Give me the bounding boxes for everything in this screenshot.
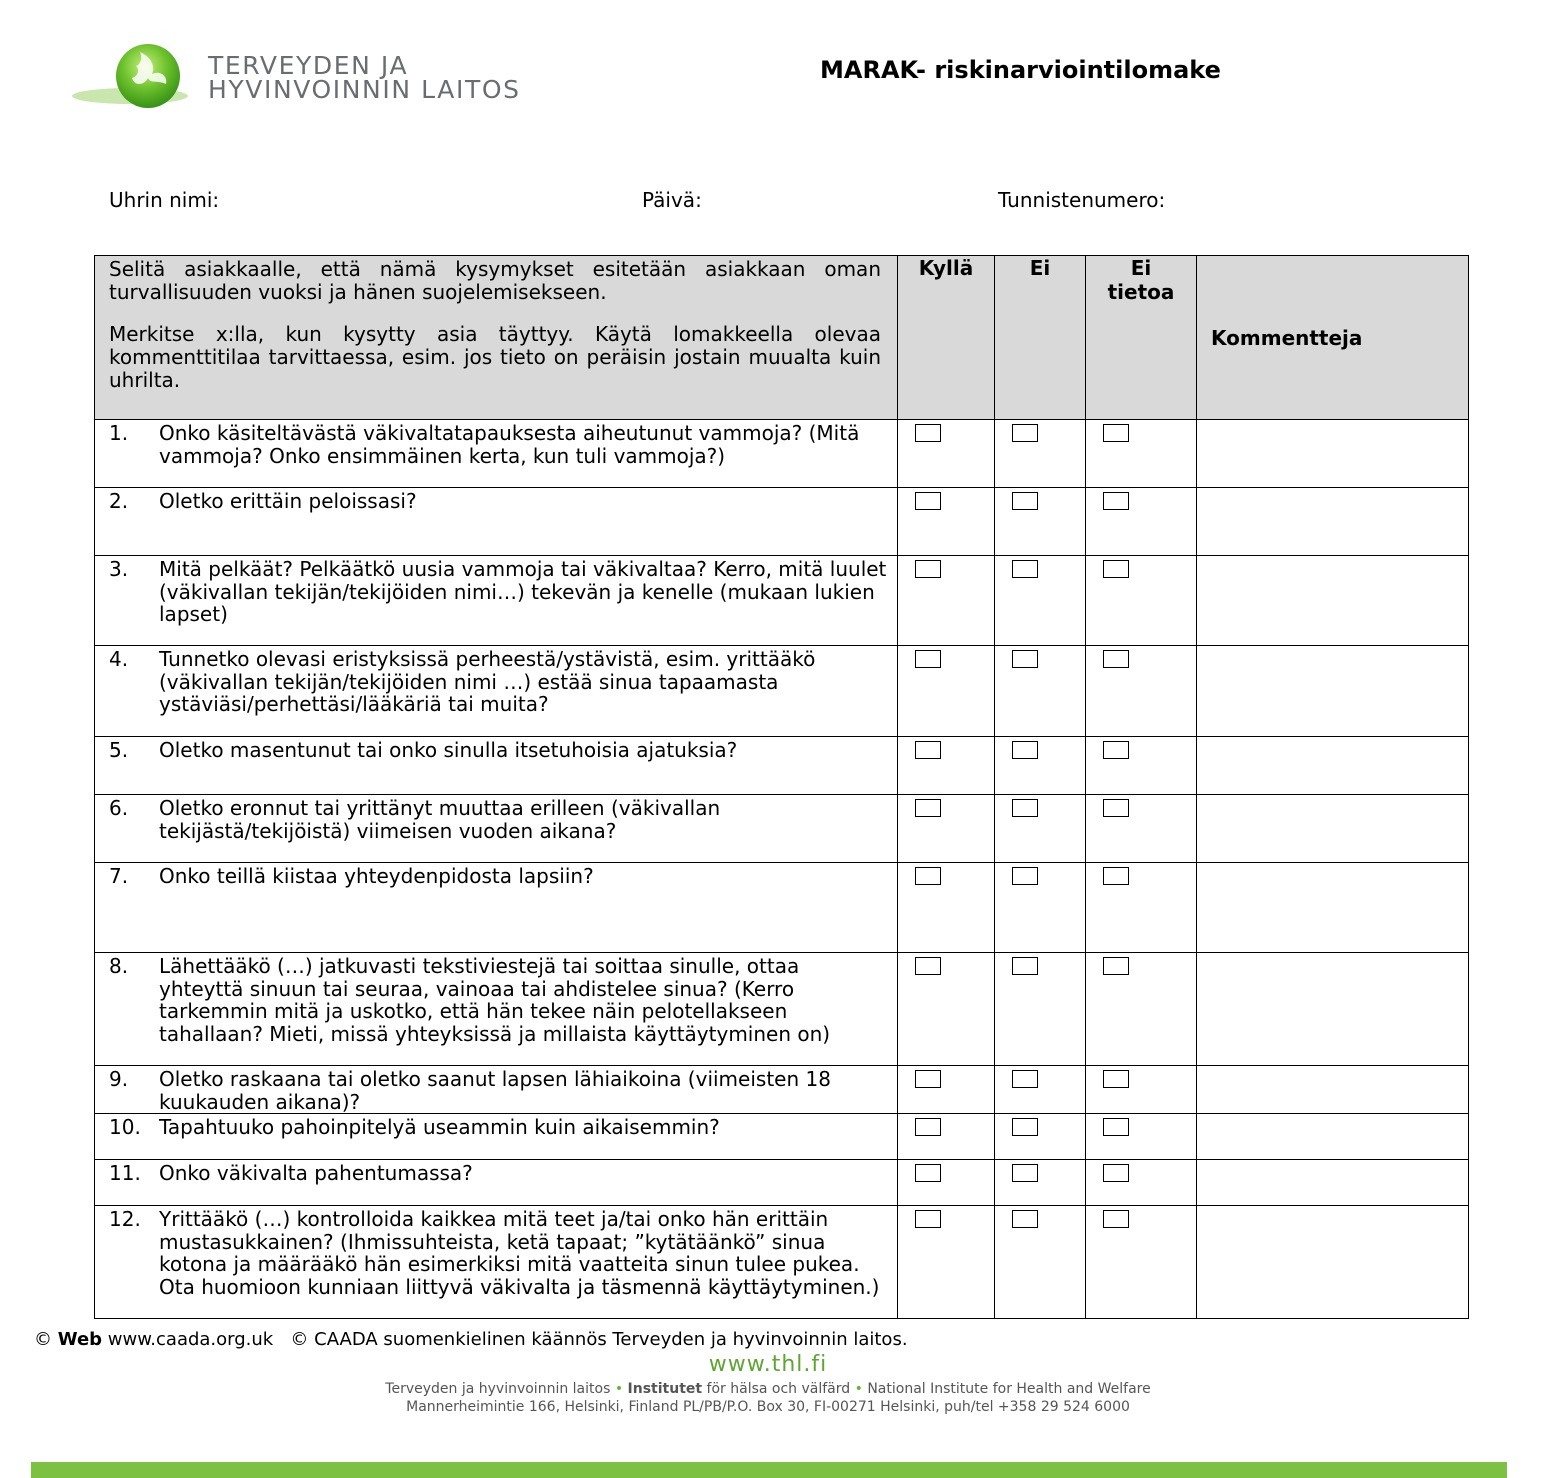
question-cell [95,795,898,863]
thl-logo [70,44,630,112]
answer-cell-yes [898,488,995,556]
comments-cell[interactable] [1197,1160,1469,1206]
question-cell [95,863,898,953]
bottom-green-bar [31,1462,1507,1478]
question-number: 7. [109,864,129,888]
comments-cell[interactable] [1197,646,1469,737]
comments-cell[interactable] [1197,488,1469,556]
answer-cell-yes [898,420,995,488]
question-number: 1. [109,421,129,445]
answer-cell-unknown [1086,1066,1197,1114]
checkbox-no[interactable] [1012,957,1038,975]
checkbox-yes[interactable] [915,867,941,885]
checkbox-yes[interactable] [915,424,941,442]
question-row [95,1206,1469,1319]
question-number: 8. [109,954,129,978]
comments-cell[interactable] [1197,953,1469,1066]
separator-dot: • [854,1381,863,1397]
comments-cell[interactable] [1197,795,1469,863]
comments-cell[interactable] [1197,1206,1469,1319]
answer-cell-no [995,1160,1086,1206]
answer-cell-unknown [1086,556,1197,646]
checkbox-yes[interactable] [915,957,941,975]
question-cell [95,1114,898,1160]
question-cell [95,556,898,646]
answer-cell-no [995,646,1086,737]
question-cell [95,488,898,556]
question-row [95,646,1469,737]
comments-cell[interactable] [1197,420,1469,488]
answer-cell-unknown [1086,1114,1197,1160]
checkbox-unknown[interactable] [1103,424,1129,442]
question-row [95,420,1469,488]
date-label: Päivä: [642,188,702,212]
answer-cell-no [995,1066,1086,1114]
comments-cell[interactable] [1197,1066,1469,1114]
comments-cell[interactable] [1197,737,1469,795]
question-number: 5. [109,738,129,762]
answer-cell-unknown [1086,737,1197,795]
checkbox-unknown[interactable] [1103,799,1129,817]
question-number: 2. [109,489,129,513]
column-header-unknown-line-2: tietoa [1107,280,1175,304]
instructions-paragraph-2: Merkitse x:lla, kun kysytty asia täyttyy. Käytä lomakkeella olevaa kommenttitilaa tarvittaessa, esim. jos tieto on peräisin jostain muualta kuin uhrilta. [109,322,881,392]
comments-cell[interactable] [1197,863,1469,953]
question-text: Mitä pelkäät? Pelkäätkö uusia vammoja tai väkivaltaa? Kerro, mitä luulet (väkivallan tekijän/tekijöiden nimi…) tekevän ja kenelle (mukaan lukien lapset) [159,557,887,626]
question-text: Tapahtuuko pahoinpitelyä useammin kuin aikaisemmin? [159,1115,720,1139]
question-row [95,488,1469,556]
question-text: Onko väkivalta pahentumassa? [159,1161,473,1185]
question-cell [95,953,898,1066]
checkbox-yes[interactable] [915,650,941,668]
checkbox-no[interactable] [1012,1164,1038,1182]
copyright-line [34,1329,908,1350]
victim-name-label: Uhrin nimi: [109,188,220,212]
question-number: 12. [109,1207,141,1231]
answer-cell-unknown [1086,863,1197,953]
question-cell [95,1066,898,1114]
checkbox-unknown[interactable] [1103,1210,1129,1228]
checkbox-yes[interactable] [915,560,941,578]
checkbox-unknown[interactable] [1103,492,1129,510]
document-title: MARAK- riskinarviointilomake [820,56,1221,84]
caada-url-link[interactable]: www.caada.org.uk [107,1329,274,1350]
institute-info [0,1380,1536,1416]
question-row [95,1114,1469,1160]
question-cell [95,1206,898,1319]
answer-cell-no [995,953,1086,1066]
checkbox-yes[interactable] [915,741,941,759]
question-number: 9. [109,1067,129,1091]
answer-cell-unknown [1086,953,1197,1066]
answer-cell-no [995,863,1086,953]
checkbox-unknown[interactable] [1103,957,1129,975]
web-label: Web [57,1329,103,1350]
logo-text [208,51,521,104]
question-cell [95,737,898,795]
column-header-unknown-line-1: Ei [1130,256,1152,280]
checkbox-unknown[interactable] [1103,741,1129,759]
checkbox-no[interactable] [1012,867,1038,885]
question-text: Tunnetko olevasi eristyksissä perheestä/ystävistä, esim. yrittääkö (väkivallan tekijän/tekijöiden nimi …) estää sinua tapaamasta ystäviäsi/perhettäsi/lääkäriä tai muita? [159,647,816,716]
question-text: Oletko erittäin peloissasi? [159,489,417,513]
question-row [95,737,1469,795]
checkbox-no[interactable] [1012,799,1038,817]
checkbox-yes[interactable] [915,1070,941,1088]
answer-cell-no [995,556,1086,646]
answer-cell-yes [898,795,995,863]
checkbox-yes[interactable] [915,1210,941,1228]
question-number: 3. [109,557,129,581]
checkbox-no[interactable] [1012,492,1038,510]
answer-cell-unknown [1086,1206,1197,1319]
answer-cell-no [995,795,1086,863]
answer-cell-no [995,1206,1086,1319]
question-text: Onko käsiteltävästä väkivaltatapauksesta aiheutunut vammoja? (Mitä vammoja? Onko ensimmäinen kerta, kun tuli vammoja?) [159,421,860,468]
question-text: Lähettääkö (…) jatkuvasti tekstiviestejä tai soittaa sinulle, ottaa yhteyttä sinuun tai seuraa, vainoaa tai ahdistelee sinua? (Kerro tarkemmin mitä ja uskotko, että hän tekee näin pelotellakseen tahallaan? Mieti, missä yhteyksissä ja millaista käyttäytyminen on) [159,954,831,1046]
answer-cell-unknown [1086,1160,1197,1206]
question-cell [95,1160,898,1206]
answer-cell-yes [898,1206,995,1319]
question-row [95,1066,1469,1114]
question-number: 11. [109,1161,141,1185]
answer-cell-yes [898,646,995,737]
checkbox-no[interactable] [1012,741,1038,759]
answer-cell-yes [898,556,995,646]
checkbox-no[interactable] [1012,1210,1038,1228]
questions-body [95,420,1469,1319]
question-text: Oletko raskaana tai oletko saanut lapsen lähiaikoina (viimeisten 18 kuukauden aikana)? [159,1067,831,1114]
question-text: Onko teillä kiistaa yhteydenpidosta lapsiin? [159,864,594,888]
answer-cell-yes [898,737,995,795]
answer-cell-yes [898,953,995,1066]
answer-cell-yes [898,863,995,953]
checkbox-unknown[interactable] [1103,650,1129,668]
answer-cell-unknown [1086,420,1197,488]
checkbox-yes[interactable] [915,1164,941,1182]
answer-cell-yes [898,1066,995,1114]
comments-cell[interactable] [1197,1114,1469,1160]
thl-url-link[interactable]: www.thl.fi [708,1352,828,1377]
question-row [95,1160,1469,1206]
question-row [95,795,1469,863]
question-text: Yrittääkö (…) kontrolloida kaikkea mitä teet ja/tai onko hän erittäin mustasukkainen? (Ihmissuhteista, ketä tapaat; ”kytätäänkö” sinua kotona ja määrääkö hän esimerkiksi mitä vaatteita sinun tulee pukea. Ota huomioon kunniaan liittyvä väkivalta ja täsmennä käyttäytyminen.) [159,1207,880,1299]
checkbox-no[interactable] [1012,650,1038,668]
answer-cell-unknown [1086,488,1197,556]
logo-line-2: HYVINVOINNIN LAITOS [208,75,521,104]
question-cell [95,420,898,488]
org-name-fi: Terveyden ja hyvinvoinnin laitos [385,1381,611,1397]
thl-sphere-logo-icon [70,44,200,112]
comments-cell[interactable] [1197,556,1469,646]
column-header-unknown [1086,256,1197,420]
answer-cell-yes [898,1160,995,1206]
checkbox-yes[interactable] [915,492,941,510]
separator-dot: • [614,1381,624,1397]
question-cell [95,646,898,737]
checkbox-no[interactable] [1012,1118,1038,1136]
checkbox-unknown[interactable] [1103,1118,1129,1136]
question-text: Oletko eronnut tai yrittänyt muuttaa erilleen (väkivallan tekijästä/tekijöistä) viimeisen vuoden aikana? [159,796,721,843]
question-text: Oletko masentunut tai onko sinulla itsetuhoisia ajatuksia? [159,738,738,762]
question-number: 6. [109,796,129,820]
checkbox-unknown[interactable] [1103,867,1129,885]
answer-cell-no [995,420,1086,488]
question-row [95,863,1469,953]
checkbox-no[interactable] [1012,424,1038,442]
org-name-sv-rest: för hälsa och välfärd [706,1381,851,1397]
answer-cell-unknown [1086,646,1197,737]
checkbox-unknown[interactable] [1103,560,1129,578]
logo-line-1: TERVEYDEN JA [208,51,409,80]
org-name-en: National Institute for Health and Welfare [867,1381,1151,1397]
checkbox-unknown[interactable] [1103,1164,1129,1182]
checkbox-no[interactable] [1012,560,1038,578]
risk-assessment-table [94,255,1469,1319]
column-header-yes: Kyllä [898,256,995,420]
copyright-symbol: © [34,1329,52,1350]
institute-address: Mannerheimintie 166, Helsinki, Finland PL/PB/P.O. Box 30, FI-00271 Helsinki, puh/tel +358 29 524 6000 [406,1399,1130,1415]
question-row [95,953,1469,1066]
answer-cell-no [995,488,1086,556]
answer-cell-no [995,1114,1086,1160]
checkbox-unknown[interactable] [1103,1070,1129,1088]
instructions-paragraph-1: Selitä asiakkaalle, että nämä kysymykset esitetään asiakkaan oman turvallisuuden vuoksi ja hänen suojelemisekseen. [109,257,881,304]
column-header-no: Ei [995,256,1086,420]
question-number: 10. [109,1115,141,1139]
checkbox-yes[interactable] [915,799,941,817]
translation-note: © CAADA suomenkielinen käännös Terveyden ja hyvinvoinnin laitos. [290,1329,908,1350]
instructions-cell [95,256,898,420]
answer-cell-yes [898,1114,995,1160]
id-number-label: Tunnistenumero: [998,188,1166,212]
answer-cell-no [995,737,1086,795]
checkbox-yes[interactable] [915,1118,941,1136]
org-name-sv-bold: Institutet [627,1381,703,1397]
question-row [95,556,1469,646]
answer-cell-unknown [1086,795,1197,863]
checkbox-no[interactable] [1012,1070,1038,1088]
column-header-comments: Kommentteja [1197,256,1469,420]
question-number: 4. [109,647,129,671]
institute-names [0,1380,1536,1398]
